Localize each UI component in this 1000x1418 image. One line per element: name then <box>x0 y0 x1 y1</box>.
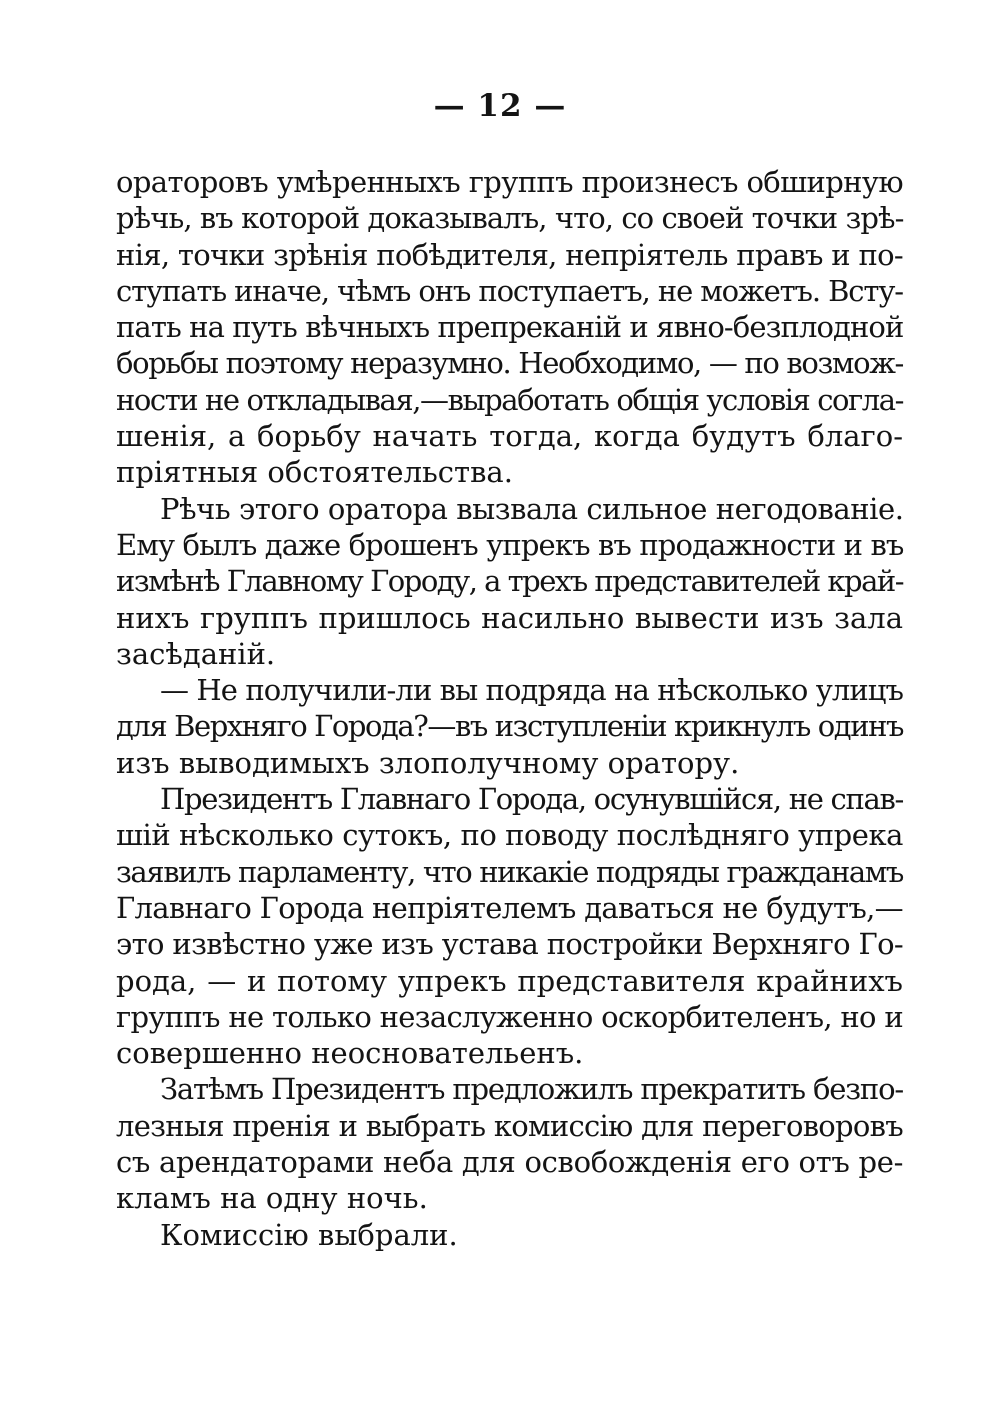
page-number: — 12 — <box>433 88 567 124</box>
body-text <box>116 164 903 1253</box>
text-line: пріятныя обстоятельства. <box>116 455 513 490</box>
text-line: измѣнѣ Главному Городу, а трехъ представителей край- <box>116 564 904 599</box>
text-line: нихъ группъ пришлось насильно вывести изъ зала <box>116 600 903 635</box>
text-line: Рѣчь этого оратора вызвала сильное негодованіе. <box>160 491 904 526</box>
text-line: это извѣстно уже изъ устава постройки Верхняго Го- <box>116 927 904 962</box>
text-line: рода, — и потому упрекъ представителя крайнихъ <box>116 963 903 998</box>
text-line: — Не получили-ли вы подряда на нѣсколько улицъ <box>160 673 904 708</box>
text-line: нія, точки зрѣнія побѣдителя, непріятель правъ и по- <box>116 237 903 272</box>
text-line: Главнаго Города непріятелемъ даваться не будутъ,— <box>116 890 903 925</box>
text-line: Ему былъ даже брошенъ упрекъ въ продажности и въ <box>116 527 904 562</box>
text-line: для Верхняго Города?—въ изступленіи крикнулъ одинъ <box>116 709 903 744</box>
text-line: засѣданій. <box>116 636 276 671</box>
text-line: лезныя пренія и выбрать комиссію для переговоровъ <box>116 1108 903 1143</box>
text-line: борьбы поэтому неразумно. Необходимо, — по возмож- <box>116 346 903 381</box>
text-line: шенія, а борьбу начать тогда, когда будутъ благо- <box>116 419 903 454</box>
text-line: Президентъ Главнаго Города, осунувшійся, не спав- <box>160 782 903 817</box>
text-line: рѣчь, въ которой доказывалъ, что, со своей точки зрѣ- <box>116 201 904 236</box>
text-line: изъ выводимыхъ злополучному оратору. <box>116 745 740 780</box>
text-line: ступать иначе, чѣмъ онъ поступаетъ, не можетъ. Всту- <box>116 273 903 308</box>
text-line: ности не откладывая,—выработать общія условія согла- <box>116 382 903 417</box>
text-line: совершенно неосновательенъ. <box>116 1036 584 1071</box>
text-line: Затѣмъ Президентъ предложилъ прекратить безпо- <box>160 1072 903 1107</box>
text-line: пать на путь вѣчныхъ препреканій и явно-безплодной <box>116 310 904 345</box>
text-line: съ арендаторами неба для освобожденія его отъ ре- <box>116 1145 904 1180</box>
text-line: кламъ на одну ночь. <box>116 1181 428 1216</box>
text-line: заявилъ парламенту, что никакіе подряды гражданамъ <box>116 854 903 889</box>
text-line: Комиссію выбрали. <box>160 1217 458 1252</box>
text-line: ораторовъ умѣренныхъ группъ произнесъ обширную <box>116 165 903 199</box>
text-line: шій нѣсколько сутокъ, по поводу послѣдняго упрека <box>116 818 903 853</box>
text-line: группъ не только незаслуженно оскорбителенъ, но и <box>116 999 903 1034</box>
